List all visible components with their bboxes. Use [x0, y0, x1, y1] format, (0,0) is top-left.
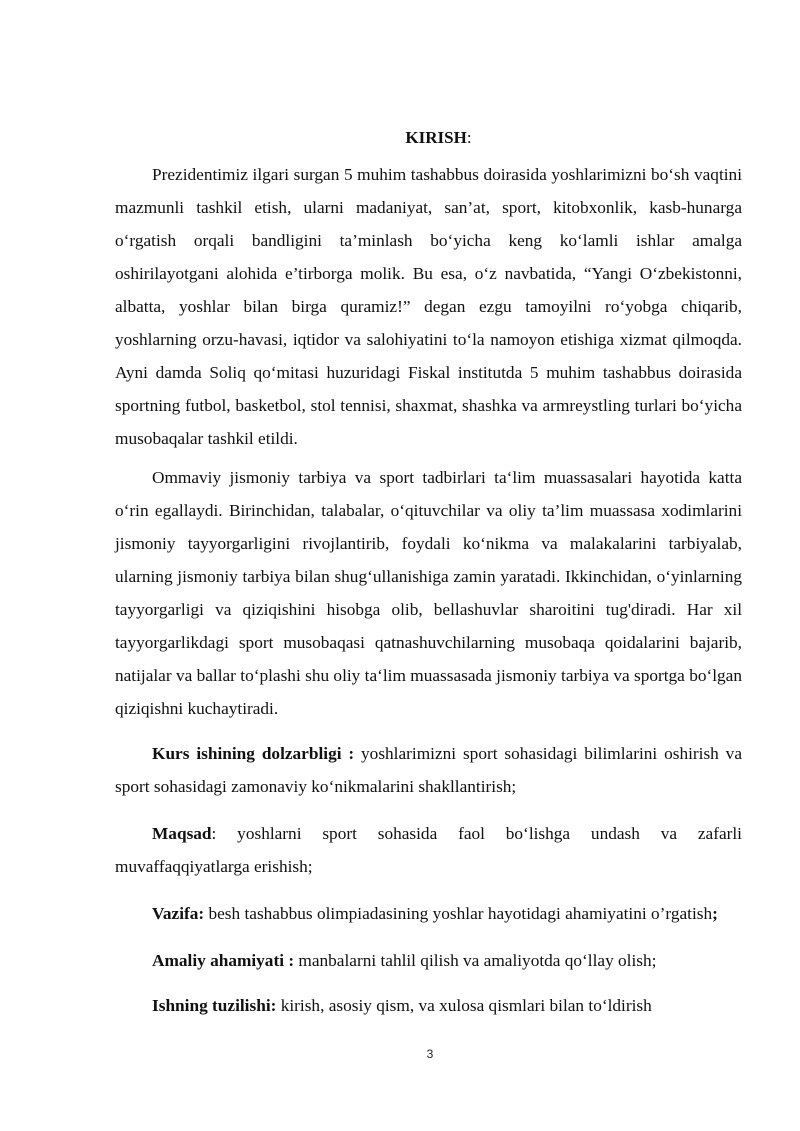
heading-colon: :: [466, 128, 472, 147]
sport-paragraph: Ommaviy jismoniy tarbiya va sport tadbirlari ta‘lim muassasalari hayotida katta o‘rin egallaydi. Birinchidan, talabalar, oʻqituvchilar va oliy ta’lim muassasa xodimlarini jismoniy tayyorgarligini rivojlantirib, foydali ko‘nikma va malakalarini tarbiyalab, ularning jismoniy tarbiya bilan shug‘ullanishiga zamin yaratadi. Ikkinchidan, o‘yinlarning tayyorgarligi va qiziqishini hisobga olib, bellashuvlar sharoitini tug'diradi. Har xil tayyorgarlikdagi sport musobaqasi qatnashuvchilarning musobaqa qoidalarini bajarib, natijalar va ballar to‘plashi shu oliy ta‘lim muassasada jismoniy tarbiya va sportga bo‘lgan qiziqishni kuchaytiradi.: [115, 468, 742, 718]
task-paragraph: [115, 897, 742, 930]
relevance-text: yoshlarimizni sport sohasidagi bilimlarini oshirish va sport sohasidagi zamonaviy ko‘nikmalarini shakllantirish;: [115, 744, 742, 796]
relevance-paragraph: [115, 737, 742, 803]
page-number: 3: [426, 1047, 434, 1061]
intro-paragraph: Prezidentimiz ilgari surgan 5 muhim tashabbus doirasida yoshlarimizni bo‘sh vaqtini mazmunli tashkil etish, ularni madaniyat, san’at, sport, kitobxonlik, kasb-hunarga o‘rgatish orqali bandligini ta’minlash bo‘yicha keng ko‘lamli ishlar amalga oshirilayotgani alohida e’tirborga molik. Bu esa, o‘z navbatida, “Yangi O‘zbekistonni, albatta, yoshlar bilan birga quramiz!” degan ezgu tamoyilni ro‘yobga chiqarib, yoshlarning orzu-havasi, iqtidor va salohiyatini to‘la namoyon etishiga xizmat qilmoqda. Ayni damda Soliq qo‘mitasi huzuridagi Fiskal institutda 5 muhim tashabbus doirasida sportning futbol, basketbol, stol tennisi, shaxmat, shashka va armreystling turlari bo‘yicha musobaqalar tashkil etildi.: [115, 165, 742, 448]
goal-text: : yoshlarni sport sohasida faol bo‘lishga undash va zafarli muvaffaqqiyatlarga erishish;: [115, 824, 742, 876]
structure-paragraph: [115, 989, 742, 1022]
goal-label: Maqsad: [152, 824, 212, 843]
task-label: Vazifa:: [152, 904, 205, 923]
structure-label: Ishning tuzilishi:: [152, 996, 277, 1015]
practical-label: Amaliy ahamiyati :: [152, 951, 295, 970]
practical-paragraph: [115, 944, 742, 977]
heading-title: KIRISH: [405, 128, 467, 147]
relevance-label: Kurs ishining dolzarbligi :: [152, 744, 355, 763]
practical-text: manbalarni tahlil qilish va amaliyotda qo‘llay olish;: [294, 951, 657, 970]
document-page: [115, 126, 742, 1022]
task-end: ;: [712, 904, 718, 923]
task-text: besh tashabbus olimpiadasining yoshlar hayotidagi ahamiyatini o’rgatish: [204, 904, 713, 923]
structure-text: kirish, asosiy qism, va xulosa qismlari bilan to‘ldirish: [276, 996, 652, 1015]
goal-paragraph: [115, 817, 742, 883]
heading: [115, 126, 742, 150]
